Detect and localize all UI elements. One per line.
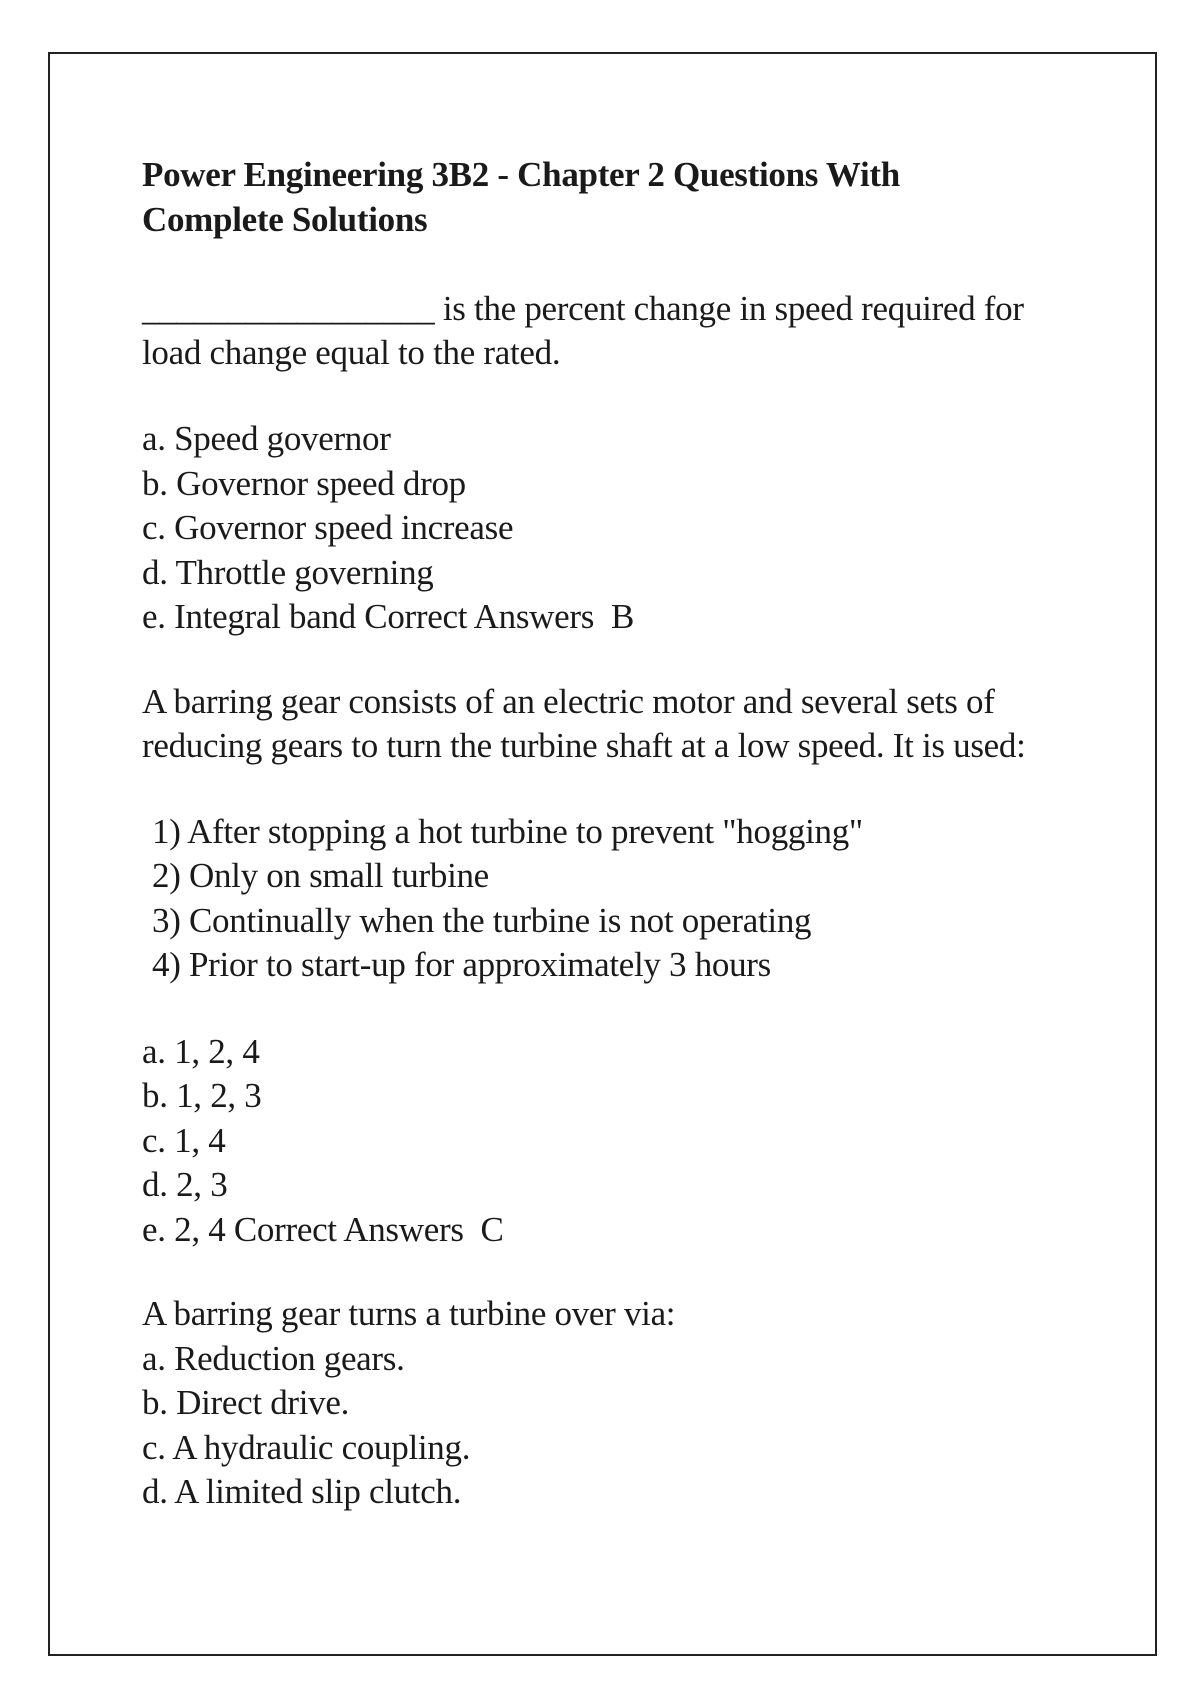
document-body (142, 152, 1072, 1515)
title-line: Complete Solutions (142, 200, 428, 239)
question-3 (142, 1292, 1072, 1515)
answer-options (142, 417, 1072, 640)
question-2 (142, 680, 1072, 1253)
answer-option: a. Reduction gears. (142, 1338, 405, 1378)
document-title (142, 152, 1072, 242)
question-stem: reducing gears to turn the turbine shaft at a low speed. It is used: (142, 725, 1026, 765)
statement-item: 4) Prior to start-up for approximately 3 hours (152, 945, 771, 984)
answer-option: a. 1, 2, 4 (142, 1031, 260, 1071)
question-stem: A barring gear consists of an electric motor and several sets of (142, 681, 995, 721)
answer-option: b. 1, 2, 3 (142, 1076, 262, 1115)
answer-option: b. Direct drive. (142, 1383, 350, 1422)
answer-option: e. 2, 4 Correct Answers C (142, 1209, 504, 1249)
question-1 (142, 287, 1072, 640)
statement-item: 2) Only on small turbine (152, 856, 489, 895)
answer-option: e. Integral band Correct Answers B (142, 597, 634, 636)
answer-option: c. A hydraulic coupling. (142, 1427, 471, 1467)
statement-list (142, 810, 1072, 988)
answer-option: c. 1, 4 (142, 1120, 226, 1160)
question-stem: load change equal to the rated. (142, 333, 561, 372)
answer-option: d. A limited slip clutch. (142, 1472, 462, 1511)
answer-option: c. Governor speed increase (142, 508, 514, 547)
answer-option: a. Speed governor (142, 419, 391, 458)
answer-options (142, 1030, 1072, 1253)
question-stem: A barring gear turns a turbine over via: (142, 1294, 676, 1333)
statement-item: 1) After stopping a hot turbine to prevent "hogging" (152, 811, 863, 851)
answer-option: d. 2, 3 (142, 1165, 228, 1204)
answer-option: d. Throttle governing (142, 552, 434, 592)
statement-item: 3) Continually when the turbine is not operating (152, 900, 812, 940)
title-line: Power Engineering 3B2 - Chapter 2 Questions With (142, 155, 900, 194)
answer-option: b. Governor speed drop (142, 463, 466, 503)
question-stem: _________________ is the percent change in speed required for (142, 289, 1024, 328)
